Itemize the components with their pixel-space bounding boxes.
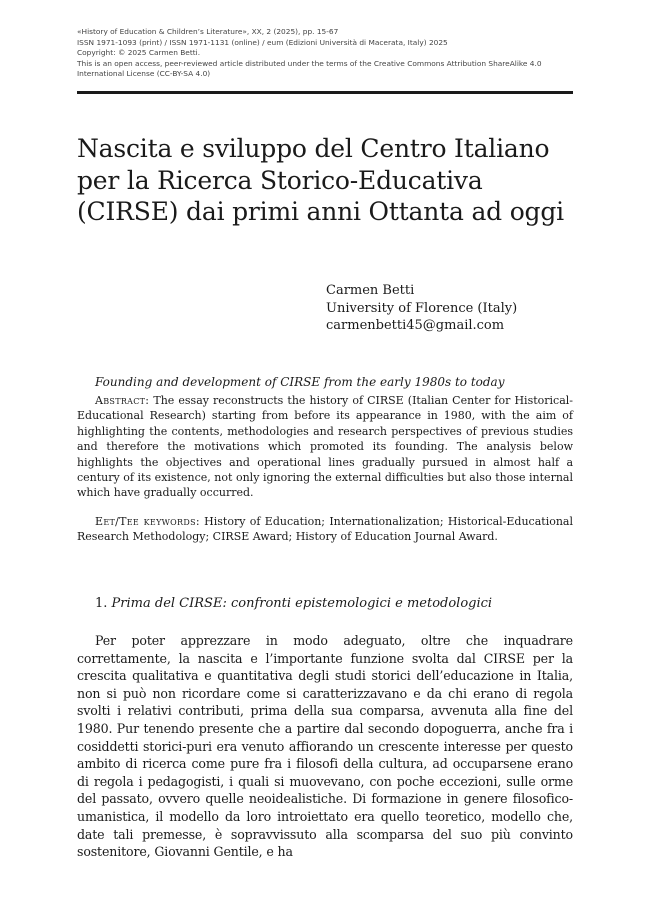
author-affiliation: University of Florence (Italy) bbox=[326, 300, 518, 316]
abstract-label: Abstract: bbox=[95, 394, 150, 407]
section-heading bbox=[95, 596, 492, 611]
author-email: carmenbetti45@gmail.com bbox=[326, 318, 505, 333]
section-title: Prima del CIRSE: confronti epistemologici e metodologici bbox=[111, 596, 493, 611]
journal-citation: «History of Education & Children’s Literature», XX, 2 (2025), pp. 15-67 bbox=[77, 27, 339, 36]
keywords-text: History of Education; Internationalization; Historical-Educational Research Methodology; CIRSE Award; History of Education Journal Award. bbox=[77, 515, 573, 544]
header-divider bbox=[77, 91, 573, 94]
issn-line: ISSN 1971-1093 (print) / ISSN 1971-1131 (online) / eum (Edizioni Università di Macerata, Italy) 2025 bbox=[77, 37, 448, 47]
article-title: Nascita e sviluppo del Centro Italiano per la Ricerca Storico-Educativa (CIRSE) dai primi anni Ottanta ad oggi bbox=[77, 134, 564, 226]
author-block bbox=[326, 282, 517, 335]
license-line: This is an open access, peer-reviewed article distributed under the terms of the Creative Commons Attribution ShareAlike 4.0 bbox=[77, 58, 542, 68]
section-number: 1. bbox=[95, 596, 108, 611]
keywords bbox=[77, 514, 573, 545]
copyright-line: Copyright: © 2025 Carmen Betti. bbox=[77, 48, 201, 58]
license-line-continued: International License (CC-BY-SA 4.0) bbox=[77, 69, 211, 79]
abstract-text: The essay reconstructs the history of CIRSE (Italian Center for Historical-Educational Research) starting from before its appearance in 1980, with the aim of highlighting the contents, methodologies and research perspectives of previous studies and therefore the motivations which promoted its founding. The analysis below highlights the objectives and operational lines gradually pursued in almost half a century of its existence, not only ignoring the external difficulties but also those internal which have gradually occurred. bbox=[77, 394, 573, 500]
keywords-label: Eet/Tee keywords: bbox=[95, 515, 200, 528]
journal-header bbox=[77, 27, 577, 80]
author-name: Carmen Betti bbox=[326, 283, 415, 298]
abstract bbox=[77, 393, 573, 501]
body-paragraph: Per poter apprezzare in modo adeguato, oltre che inquadrare correttamente, la nascita e l’importante funzione svolta dal CIRSE per la crescita qualitativa e quantitativa degli studi storici dell’educazione in Italia, non si può non ricordare come si caratterizzavano e da chi erano di regola svolti i relativi contributi, prima della sua comparsa, avvenuta alla fine del 1980. Pur tenendo presente che a partire dal secondo dopoguerra, anche fra i cosiddetti storici-puri era venuto affiorando un crescente interesse per questo ambito di ricerca come pure fra i filosofi della cultura, ad occuparsene erano di regola i pedagogisti, i quali si muovevano, con poche eccezioni, sulle orme del passato, ovvero quelle neoidealistiche. Di formazione in genere filosofico-umanistica, il modello da loro introiettato era quello teoretico, modello che, date tali premesse, è sopravvissuto alla scomparsa del suo più convinto sostenitore, Giovanni Gentile, e ha bbox=[77, 633, 573, 860]
english-title: Founding and development of CIRSE from the early 1980s to today bbox=[95, 375, 505, 389]
